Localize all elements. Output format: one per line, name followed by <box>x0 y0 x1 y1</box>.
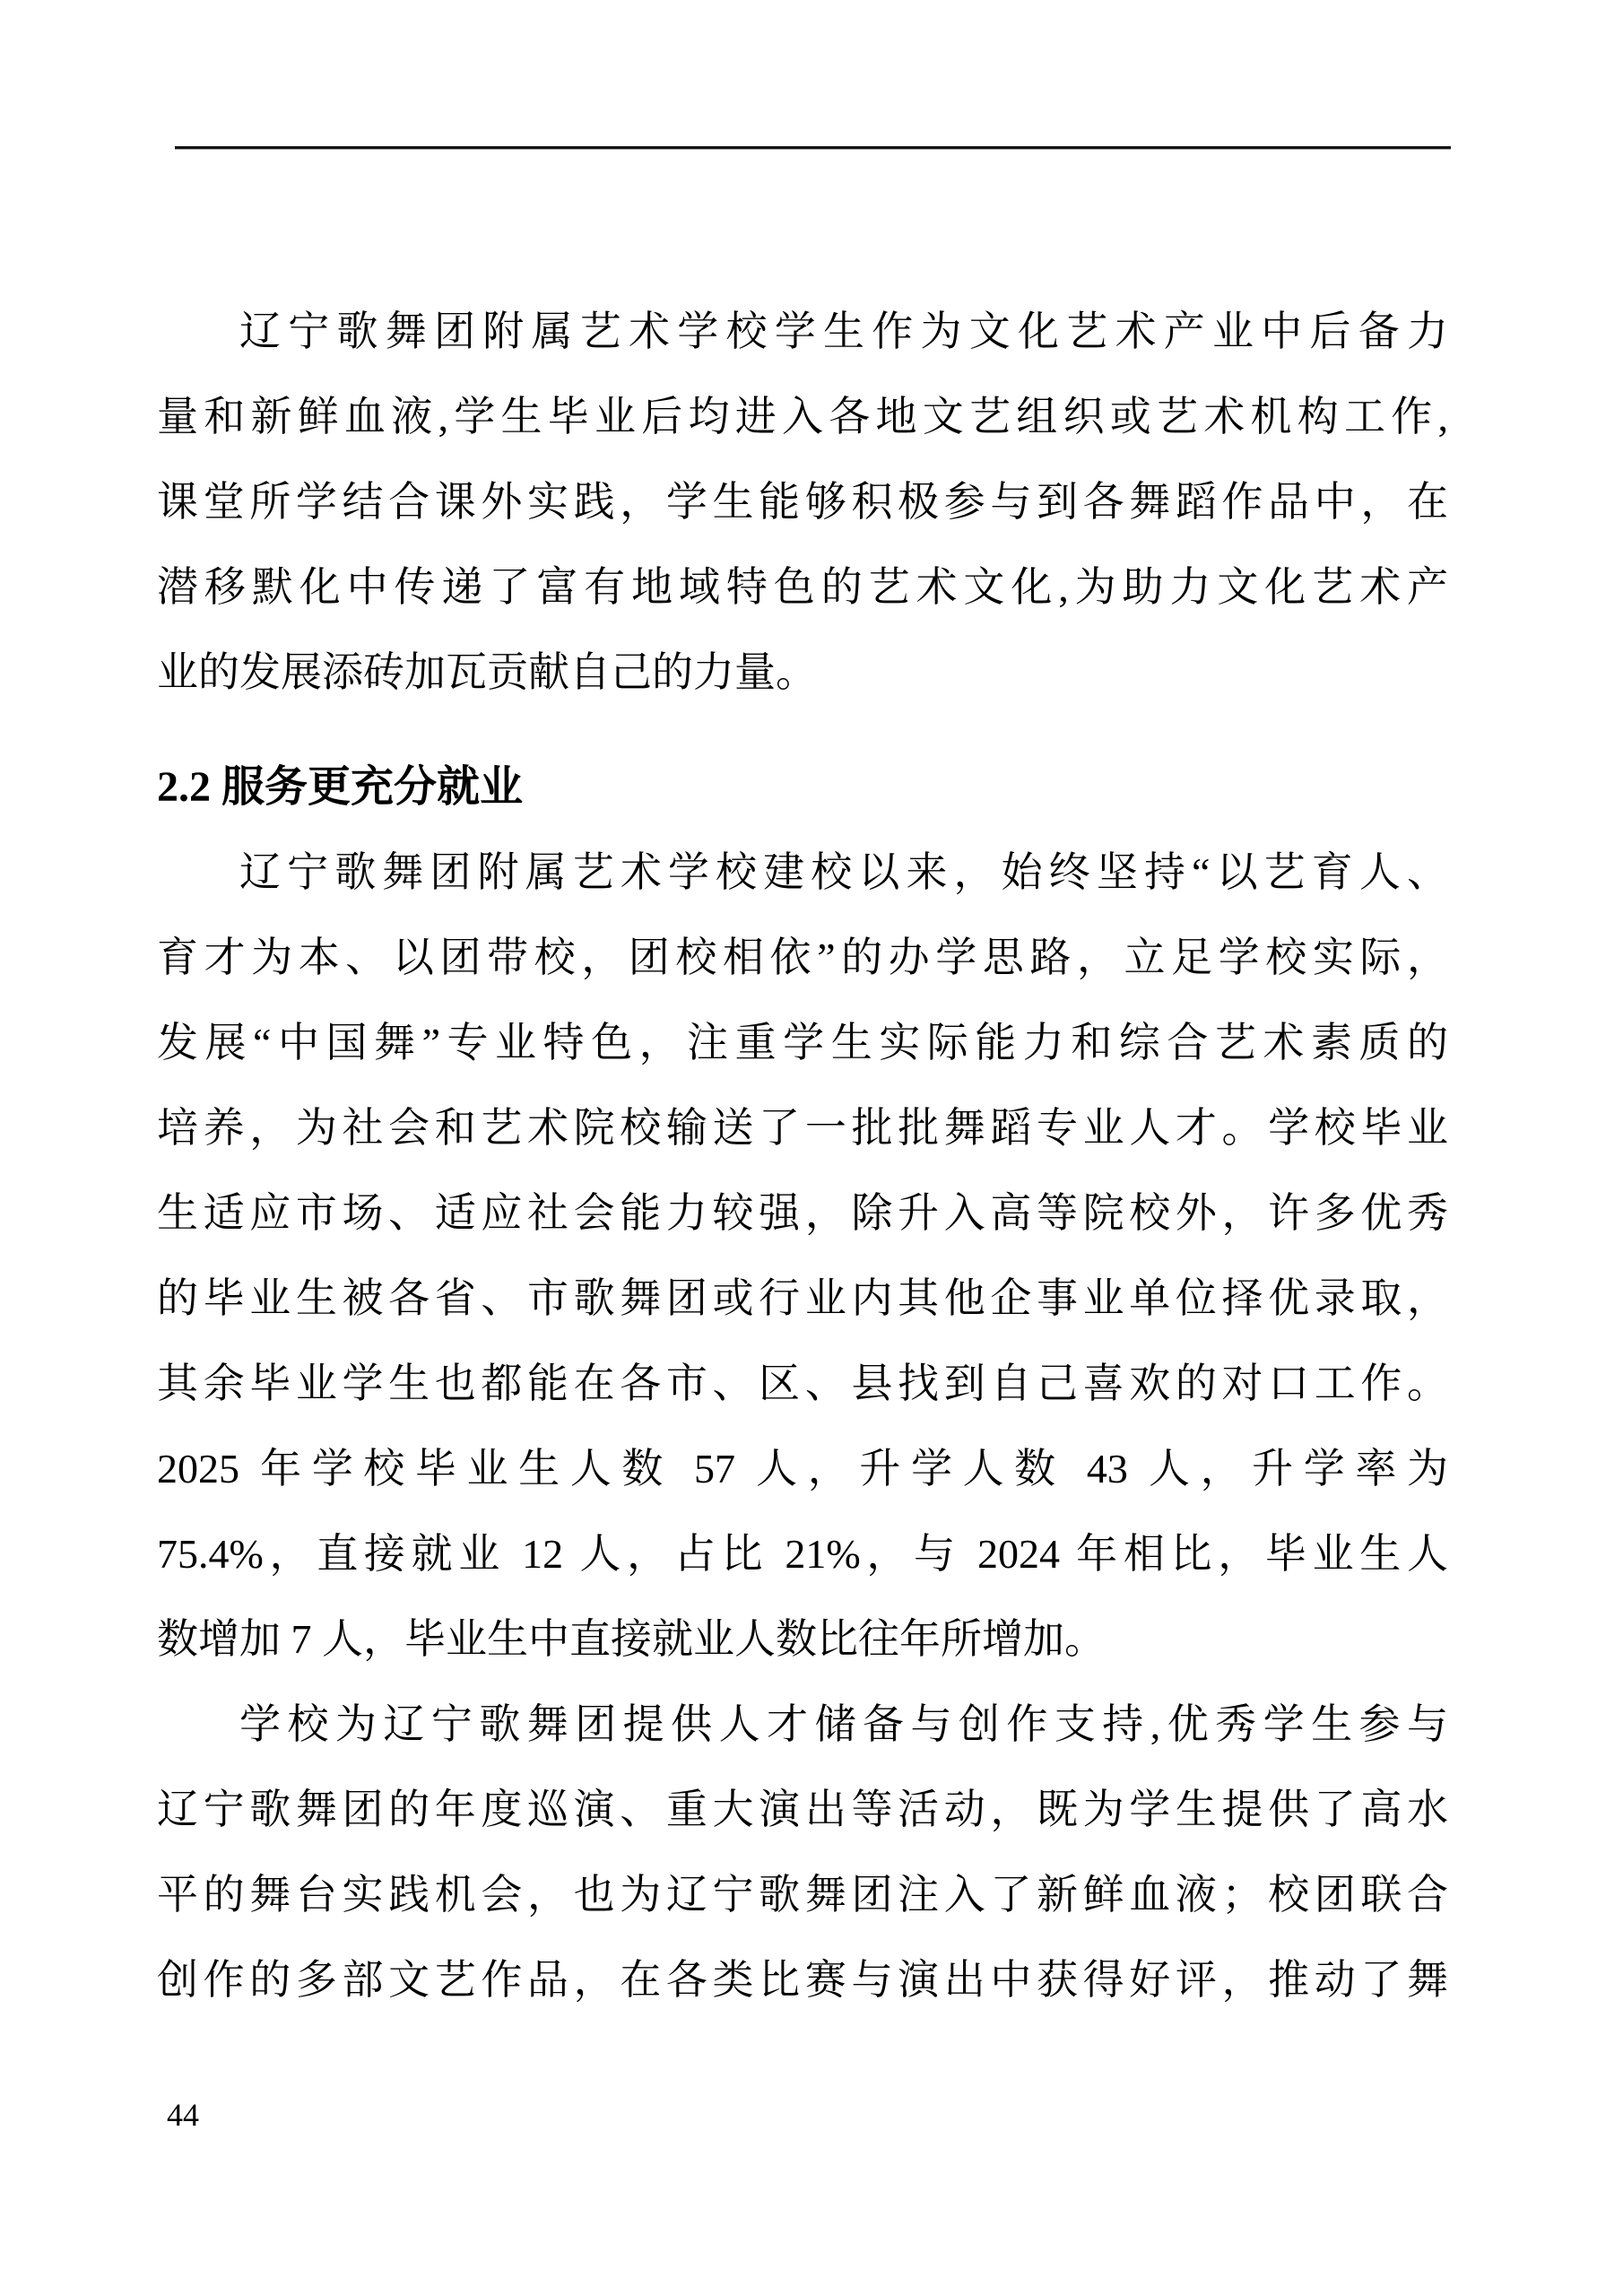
paragraph-3 <box>157 1682 1448 2022</box>
text-line: 辽宁歌舞团附属艺术学校建校以来，始终坚持“以艺育人、 <box>239 849 1448 895</box>
text-line: 辽宁歌舞团的年度巡演、重大演出等活动，既为学生提供了高水 <box>157 1787 1448 1832</box>
text-line: 业的发展添砖加瓦贡献自己的力量。 <box>157 649 817 695</box>
text-line: 2025 年学校毕业生人数 57 人，升学人数 43 人，升学率为 <box>157 1446 1448 1492</box>
text-line: 培养，为社会和艺术院校输送了一批批舞蹈专业人才。学校毕业 <box>157 1105 1448 1151</box>
text-line: 75.4%，直接就业 12 人，占比 21%，与 2024 年相比，毕业生人 <box>157 1531 1448 1577</box>
text-line: 学校为辽宁歌舞团提供人才储备与创作支持,优秀学生参与 <box>239 1701 1448 1747</box>
text-line: 辽宁歌舞团附属艺术学校学生作为文化艺术产业中后备力 <box>239 309 1448 354</box>
text-line: 数增加 7 人，毕业生中直接就业人数比往年所增加。 <box>157 1616 1106 1662</box>
paragraph-1 <box>157 289 1448 715</box>
paragraph-2 <box>157 830 1448 1682</box>
text-line: 平的舞台实践机会，也为辽宁歌舞团注入了新鲜血液；校团联合 <box>157 1872 1448 1918</box>
text-line: 潜移默化中传递了富有地域特色的艺术文化,为助力文化艺术产 <box>157 564 1448 610</box>
text-line: 量和新鲜血液,学生毕业后均进入各地文艺组织或艺术机构工作, <box>157 394 1448 439</box>
text-line: 创作的多部文艺作品，在各类比赛与演出中获得好评，推动了舞 <box>157 1957 1448 2003</box>
text-line: 育才为本、以团带校，团校相依”的办学思路，立足学校实际， <box>157 935 1448 980</box>
section-heading: 2.2 服务更充分就业 <box>157 763 524 811</box>
text-line: 生适应市场、适应社会能力较强，除升入高等院校外，许多优秀 <box>157 1190 1448 1236</box>
page-number: 44 <box>167 2097 199 2133</box>
text-line: 其余毕业学生也都能在各市、区、县找到自己喜欢的对口工作。 <box>157 1361 1448 1406</box>
text-line: 的毕业生被各省、市歌舞团或行业内其他企事业单位择优录取， <box>157 1275 1448 1321</box>
text-line: 课堂所学结合课外实践，学生能够积极参与到各舞蹈作品中，在 <box>157 479 1448 525</box>
text-line: 发展“中国舞”专业特色，注重学生实际能力和综合艺术素质的 <box>157 1020 1448 1065</box>
document-body <box>157 289 1448 2022</box>
header-rule <box>175 146 1451 150</box>
